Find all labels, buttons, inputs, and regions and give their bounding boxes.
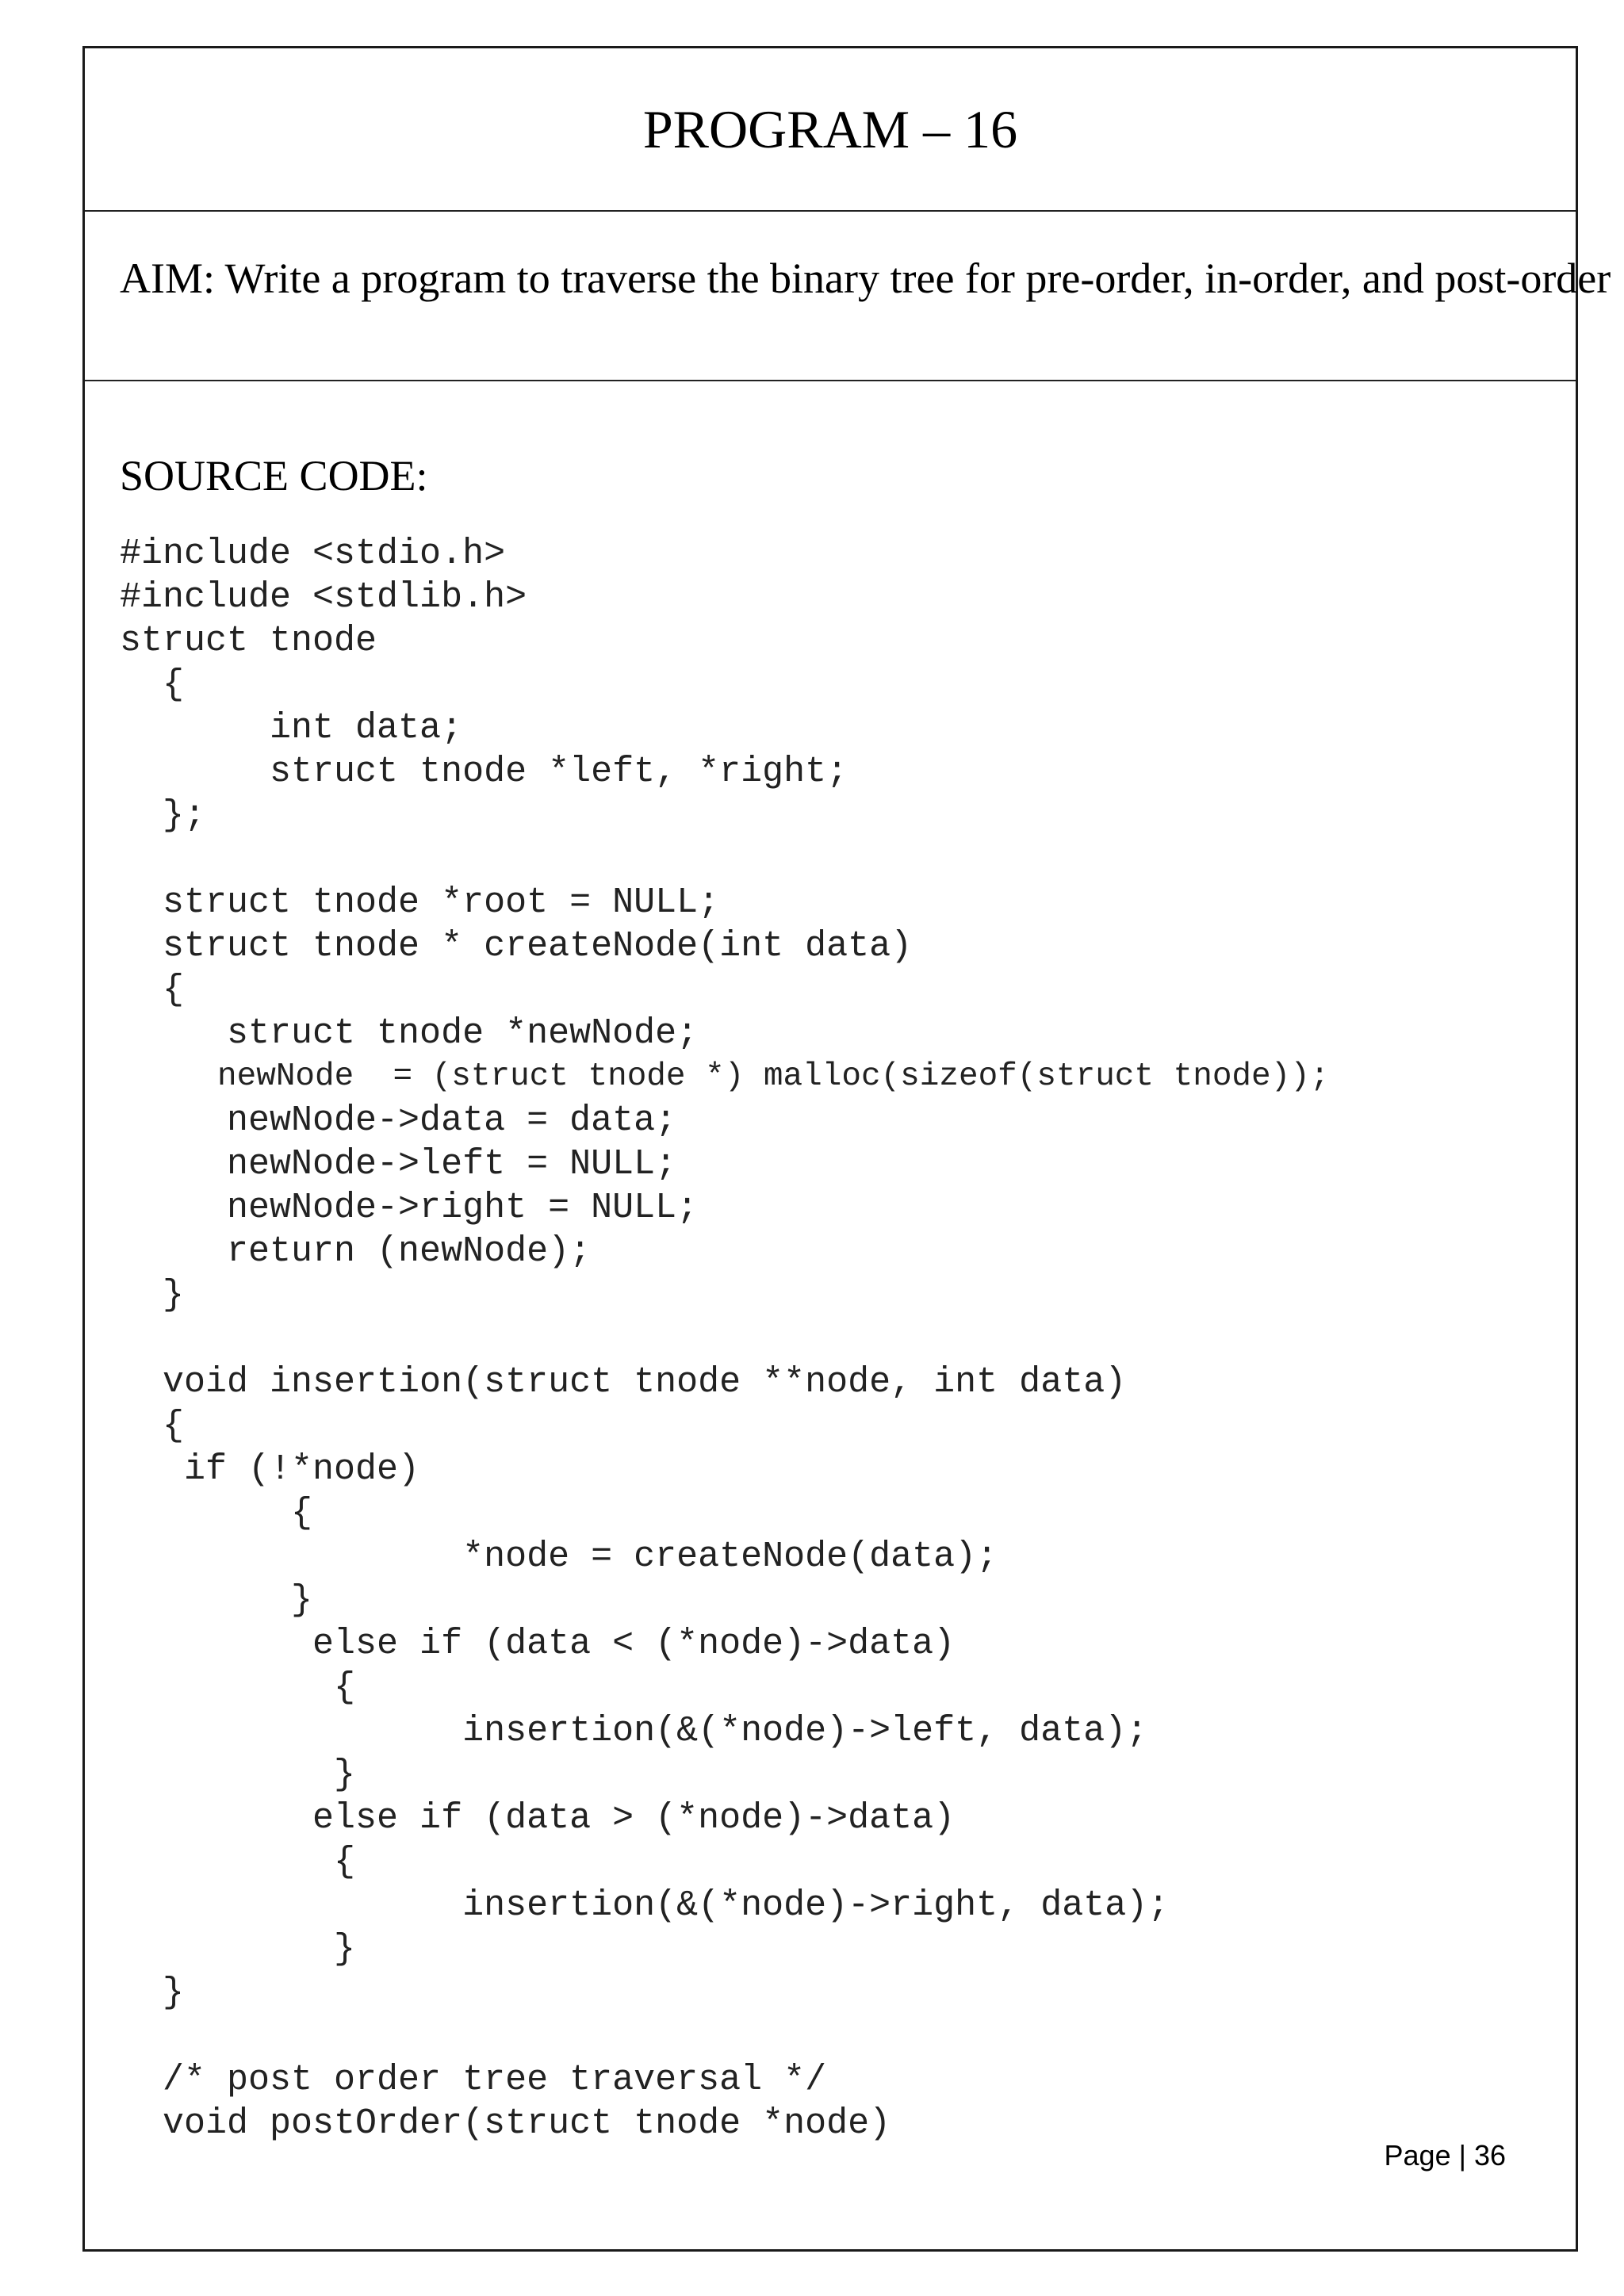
- code-line: {: [120, 664, 185, 705]
- page-frame: [82, 46, 1611, 2252]
- code-line: {: [120, 1842, 356, 1882]
- page-title: PROGRAM – 16: [642, 99, 1018, 159]
- code-line: newNode->right = NULL;: [120, 1188, 699, 1228]
- code-line: newNode->data = data;: [120, 1100, 677, 1141]
- code-line: }: [120, 1973, 185, 2013]
- code-line: }: [120, 1929, 356, 1969]
- code-line: struct tnode: [120, 621, 377, 661]
- header-section: [85, 48, 1576, 212]
- code-line: {: [120, 1667, 356, 1708]
- code-line: insertion(&(*node)->left, data);: [120, 1711, 1148, 1751]
- aim-text: [120, 253, 1624, 304]
- code-line: if (!*node): [120, 1449, 420, 1490]
- code-line: *node = createNode(data);: [120, 1536, 998, 1577]
- code-line: return (newNode);: [120, 1231, 592, 1272]
- code-line: {: [120, 1493, 313, 1533]
- code-line: };: [120, 795, 206, 836]
- code-line: }: [120, 1580, 313, 1621]
- code-line: }: [120, 1275, 185, 1315]
- code-line: #include <stdlib.h>: [120, 577, 527, 618]
- code-line: struct tnode * createNode(int data): [120, 926, 913, 966]
- code-line: {: [120, 1406, 185, 1446]
- code-line: newNode->left = NULL;: [120, 1144, 677, 1184]
- code-line: void postOrder(struct tnode *node): [120, 2103, 891, 2144]
- source-code-heading: SOURCE CODE:: [120, 452, 428, 499]
- code-line: else if (data > (*node)->data): [120, 1798, 956, 1839]
- code-line: struct tnode *newNode;: [120, 1013, 699, 1054]
- code-line: void insertion(struct tnode **node, int data): [120, 1362, 1127, 1402]
- code-line: newNode = (struct tnode *) malloc(sizeof(struct tnode));: [120, 1058, 1330, 1095]
- code-line: struct tnode *root = NULL;: [120, 882, 720, 923]
- code-line: /* post order tree traversal */: [120, 2060, 827, 2100]
- page-number: Page | 36: [1384, 2139, 1506, 2172]
- aim-description: Write a program to traverse the binary tree for pre-order, in-order, and post-order: [224, 254, 1611, 302]
- code-line: }: [120, 1755, 356, 1795]
- code-line: insertion(&(*node)->right, data);: [120, 1885, 1170, 1926]
- code-line: else if (data < (*node)->data): [120, 1624, 956, 1664]
- aim-label: AIM:: [120, 254, 215, 302]
- code-line: struct tnode *left, *right;: [120, 752, 848, 792]
- code-line: {: [120, 970, 185, 1010]
- aim-section: [85, 212, 1611, 381]
- code-line: #include <stdio.h>: [120, 534, 506, 574]
- code-line: int data;: [120, 708, 463, 748]
